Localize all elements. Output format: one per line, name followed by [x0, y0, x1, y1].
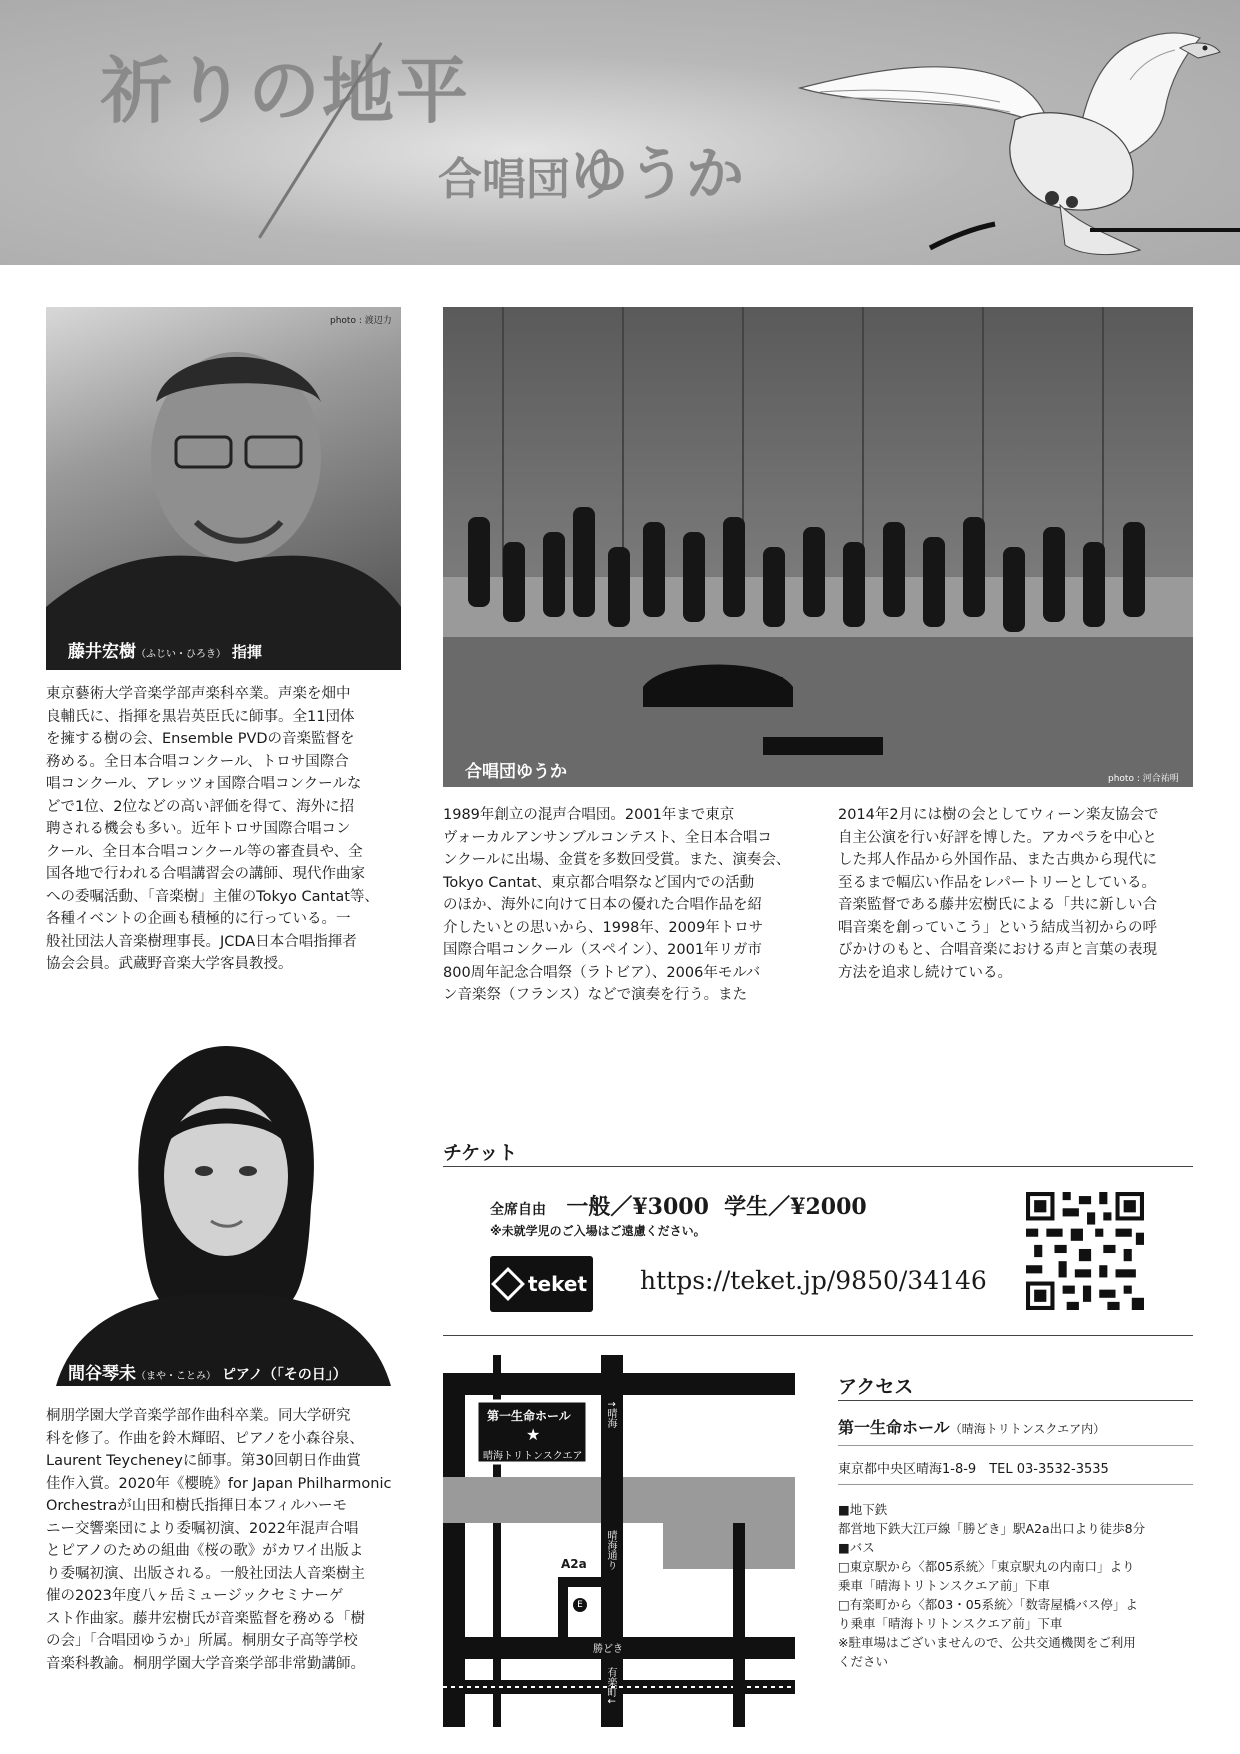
- choir-photo-credit: photo : 河合祐明: [1108, 774, 1179, 784]
- choir-caption: 合唱団ゆうか: [465, 762, 567, 782]
- pianist-bio-line: ニー交響楽団により委嘱初演、2022年混声合唱: [46, 1520, 359, 1537]
- map-harumi-dori-label: 晴海通り: [605, 1530, 616, 1570]
- ticket-note: ※未就学児のご入場はご遠慮ください。: [490, 1224, 706, 1238]
- ticket-general-price: 一般／¥3000: [566, 1194, 709, 1220]
- conductor-portrait-image: [46, 307, 401, 670]
- choir-bio-line: した邦人作品から外国作品、また古典から現代に: [838, 852, 1157, 868]
- access-line: 都営地下鉄大江戸線「勝どき」駅A2a出口より徒歩8分: [838, 1521, 1146, 1536]
- choir-stage-image: [443, 307, 1193, 787]
- choir-bio-line: 国際合唱コンクール（スペイン）、2001年リガ市: [443, 942, 762, 958]
- access-line: ■地下鉄: [838, 1502, 888, 1517]
- pianist-bio-line: の会」「合唱団ゆうか」所属。桐朋女子高等学校: [46, 1633, 358, 1649]
- conductor-photo-credit: photo : 渡辺力: [330, 316, 392, 326]
- conductor-bio-line: を擁する樹の会、Ensemble PVDの音楽監督を: [46, 731, 355, 747]
- access-hall-name: 第一生命ホール: [838, 1418, 950, 1437]
- pianist-bio-line: Orchestraが山田和樹氏指揮日本フィルハーモ: [46, 1498, 348, 1514]
- access-line: ※駐車場はございませんので、公共交通機関をご利用: [838, 1635, 1136, 1650]
- pianist-bio-line: り委嘱初演、出版される。一般社団法人音楽樹主: [46, 1565, 365, 1582]
- teket-label: teket: [527, 1272, 587, 1296]
- conductor-bio-line: 聘される機会も多い。近年トロサ国際合唱コン: [46, 821, 351, 837]
- choir-title-name: ゆうか: [570, 140, 745, 208]
- teket-logo-icon: [491, 1267, 525, 1301]
- access-line: ■バス: [838, 1540, 875, 1555]
- conductor-bio-line: 良輔氏に、指揮を黒岩英臣氏に師事。全11団体: [46, 708, 355, 725]
- header-rule: [1090, 228, 1240, 232]
- choir-bio-line: 音楽監督である藤井宏樹氏による「共に新しい合: [838, 897, 1157, 913]
- conductor-bio-line: 東京藝術大学音楽学部声楽科卒業。声楽を畑中: [46, 686, 351, 702]
- teket-button[interactable]: [490, 1256, 593, 1312]
- subway-station-icon: E: [573, 1598, 587, 1612]
- choir-bio-line: 方法を追求し続けている。: [838, 964, 1012, 981]
- conductor-bio-line: クール、全日本合唱コンクール等の審査員や、全: [46, 843, 363, 860]
- map-kachidoki-label: 勝どき: [593, 1644, 623, 1655]
- conductor-bio: [46, 683, 406, 976]
- pianist-bio-line: とピアノのための組曲《桜の歌》がカワイ出版よ: [46, 1543, 364, 1559]
- conductor-reading: （ふじい・ひろき）: [136, 649, 226, 660]
- pianist-caption: [68, 1359, 347, 1384]
- access-directions: [838, 1500, 1198, 1671]
- access-sub-rule: [838, 1484, 1193, 1485]
- choir-bio-line: Tokyo Cantat、東京都合唱祭など国内での活動: [443, 874, 755, 891]
- conductor-role: 指揮: [231, 643, 262, 661]
- conductor-bio-line: 各種イベントの企画も積極的に行っている。一: [46, 911, 351, 927]
- access-line: ください: [838, 1654, 889, 1669]
- conductor-bio-line: への委嘱活動、「音楽樹」主催のTokyo Cantat等、: [46, 888, 379, 905]
- choir-bio-column-2: [838, 804, 1193, 984]
- pianist-bio-line: スト作曲家。藤井宏樹氏が音楽監督を務める「樹: [46, 1610, 365, 1627]
- header-banner: [0, 0, 1240, 265]
- choir-title-prefix: 合唱団: [438, 154, 570, 205]
- conductor-bio-line: 協会会員。武蔵野音楽大学客員教授。: [46, 956, 293, 972]
- ticket-heading: チケット: [443, 1142, 518, 1164]
- ticket-url-link[interactable]: https://teket.jp/9850/34146: [640, 1266, 987, 1295]
- conductor-bio-line: 唱コンクール、アレッツォ国際合唱コンクールな: [46, 776, 362, 792]
- map-yurakucho-label: 有楽町↓: [605, 1667, 616, 1706]
- pianist-bio-line: Laurent Teycheneyに師事。第30回朝日作曲賞: [46, 1453, 361, 1469]
- choir-title: [438, 140, 745, 208]
- pianist-bio: [46, 1405, 406, 1675]
- pianist-bio-line: 佳作入賞。2020年《櫻暁》for Japan Philharmonic: [46, 1475, 392, 1492]
- conductor-bio-line: どで1位、2位などの高い評価を得て、海外に招: [46, 798, 355, 815]
- map-hall-star-icon: ★: [526, 1425, 541, 1444]
- access-line: り乗車「晴海トリトンスクエア前」下車: [838, 1616, 1063, 1631]
- choir-bio-line: 自主公演を行い好評を博した。アカペラを中心と: [838, 829, 1157, 846]
- pianist-photo: [46, 1036, 401, 1386]
- map-station-exit: A2a: [561, 1557, 587, 1571]
- conductor-photo: [46, 307, 401, 670]
- choir-bio-column-1: [443, 804, 795, 1007]
- ticket-bottom-rule: [443, 1335, 1193, 1336]
- choir-bio-line: 2014年2月には樹の会としてウィーン楽友協会で: [838, 807, 1159, 823]
- map-harumi-label: ↑晴海: [605, 1400, 616, 1429]
- pianist-role: ピアノ（「その日」）: [221, 1367, 347, 1383]
- access-sub-rule: [838, 1445, 1193, 1446]
- qr-code-icon[interactable]: [1026, 1192, 1144, 1310]
- dove-illustration: [780, 10, 1240, 265]
- pianist-bio-line: 音楽科教諭。桐朋学園大学音楽学部非常勤講師。: [46, 1655, 365, 1672]
- access-address: 東京都中央区晴海1-8-9 TEL 03-3532-3535: [838, 1462, 1109, 1477]
- choir-bio-line: のほか、海外に向けて日本の優れた合唱作品を紹: [443, 897, 762, 913]
- pianist-bio-line: 催の2023年度八ヶ岳ミュージックセミナーゲ: [46, 1588, 344, 1604]
- ticket-rule: [443, 1166, 1193, 1167]
- conductor-bio-line: 般社団法人音楽樹理事長。JCDA日本合唱指揮者: [46, 933, 357, 950]
- choir-photo: [443, 307, 1193, 787]
- choir-bio-line: ンクールに出場、金賞を多数回受賞。また、演奏会、: [443, 852, 791, 868]
- access-line: 乗車「晴海トリトンスクエア前」下車: [838, 1578, 1050, 1593]
- map-hall-name: 第一生命ホール: [487, 1409, 571, 1423]
- ticket-prices: [490, 1190, 867, 1221]
- ticket-student-price: 学生／¥2000: [724, 1194, 867, 1220]
- choir-bio-line: びかけのもと、合唱音楽における声と言葉の表現: [838, 942, 1157, 958]
- map-hall-sub: 晴海トリトンスクエア: [483, 1451, 583, 1462]
- choir-bio-line: 唱音楽を創っていこう」という結成当初からの呼: [838, 919, 1157, 936]
- choir-bio-line: 介したいとの思いから、1998年、2009年トロサ: [443, 919, 764, 936]
- choir-bio-line: ヴォーカルアンサンブルコンテスト、全日本合唱コ: [443, 829, 772, 846]
- pianist-name: 間谷琴未: [68, 1364, 136, 1384]
- access-rule: [838, 1400, 1193, 1401]
- access-hall: [838, 1415, 1105, 1438]
- concert-title: 祈りの地平: [100, 48, 471, 133]
- access-line: □東京駅から〈都05系統〉「東京駅丸の内南口」より: [838, 1559, 1135, 1574]
- pianist-bio-line: 科を修了。作曲を鈴木輝昭、ピアノを小森谷泉、: [46, 1430, 364, 1447]
- conductor-name: 藤井宏樹: [68, 642, 136, 662]
- access-hall-note: （晴海トリトンスクエア内）: [949, 1422, 1106, 1436]
- access-line: □有楽町から〈都03・05系統〉「数寄屋橋バス停」よ: [838, 1597, 1138, 1612]
- choir-bio-line: 800周年記念合唱祭（ラトビア）、2006年モルバ: [443, 964, 761, 981]
- choir-bio-line: ン音楽祭（フランス）などで演奏を行う。また: [443, 987, 748, 1003]
- conductor-bio-line: 務める。全日本合唱コンクール、トロサ国際合: [46, 753, 349, 770]
- pianist-portrait-image: [46, 1036, 401, 1386]
- choir-bio-line: 1989年創立の混声合唱団。2001年まで東京: [443, 807, 735, 823]
- pianist-reading: （まや・ことみ）: [136, 1371, 216, 1382]
- pianist-bio-line: 桐朋学園大学音楽学部作曲科卒業。同大学研究: [46, 1408, 351, 1424]
- access-map: [443, 1355, 795, 1727]
- choir-bio-line: 至るまで幅広い作品をレパートリーとしている。: [838, 874, 1156, 891]
- conductor-bio-line: 国各地で行われる合唱講習会の講師、現代作曲家: [46, 866, 365, 882]
- ticket-seat: 全席自由: [490, 1202, 546, 1218]
- conductor-caption: [68, 637, 262, 662]
- access-heading: アクセス: [838, 1376, 914, 1398]
